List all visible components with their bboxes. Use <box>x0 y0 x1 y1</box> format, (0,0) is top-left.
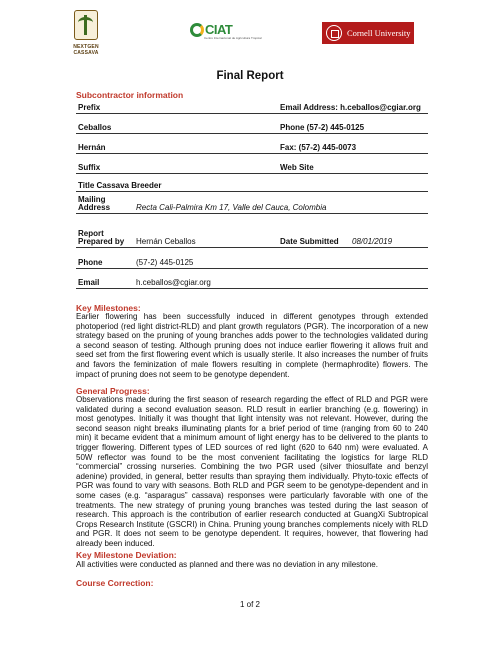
mailing-label-line1: Mailing <box>78 195 106 204</box>
last-name-field: Ceballos <box>78 123 112 132</box>
row-mailing-address <box>76 194 428 214</box>
row-lastname-phone <box>76 118 428 134</box>
phone-label: Phone <box>78 258 103 267</box>
cornell-logo-text: Cornell University <box>347 28 411 38</box>
prepared-by-value: Hernán Ceballos <box>136 237 196 246</box>
page-title: Final Report <box>216 70 284 82</box>
milestone-deviation-text: All activities were conducted as planned and there was no deviation in any milestone. <box>76 560 378 569</box>
ciat-logo-text: CIAT <box>205 22 233 37</box>
cornell-seal-icon <box>326 25 342 41</box>
subcontractor-heading: Subcontractor information <box>76 90 184 100</box>
ciat-swirl-icon <box>190 23 204 37</box>
course-correction-heading: Course Correction: <box>76 578 154 588</box>
row-firstname-fax <box>76 138 428 154</box>
title-field: Title Cassava Breeder <box>78 181 162 190</box>
page-number: 1 of 2 <box>239 600 260 609</box>
row-prefix-email <box>76 98 428 114</box>
nextgen-cassava-logo <box>68 10 104 62</box>
report-label-line2: Prepared by <box>78 237 125 246</box>
email-value: h.ceballos@cgiar.org <box>136 278 211 287</box>
general-progress-text: Observations made during the first season of research regarding the effect of RLD and PGR were validated during a second evaluation season. RLD result in earlier branching (e.g. flowering) in most genotypes. Initially it was thought that light intensity was not relevant. However, during the second season night breaks illuminating plants for a brief period of time (ranging from 60 to 240 min) it became evident that a minimum amount of light energy has to be delivered to the plants to trigger flowering. Different types of LED sources of red light (620 to 640 nm) were evaluated. A 50W reflector was found to be the most convenient facilitating the logistics for large RLD “commercial” crossing nurseries. Combining the two PGR used (silver thiosulfate and benzyl adenine) provided, in general, better results than spraying them individually. Phyto-toxic effects of PGR was found to vary with seasons. Both RLD and PGR seem to be genotype-dependent and in some cases (e.g. “asparagus” cassava) responses were particularly favorable with one of the treatments. The new strategy of pruning young branches was tested during the last season of research. This approach is the contribution of earlier research conducted at GuangXi Subtropical Crops Research Institute (GSCRI) in China. Pruning young branches complements nicely with RLD and PGR. It does not seem to be genotype dependent. It requires, however, that flowering had already been induced. <box>76 395 428 548</box>
ciat-logo-subtext: Centro Internacional de Agricultura Tropical <box>204 36 262 40</box>
email-address-field: Email Address: h.ceballos@cgiar.org <box>280 103 421 112</box>
cassava-plant-icon <box>74 10 98 40</box>
row-title <box>76 176 428 192</box>
key-milestones-heading: Key Milestones: <box>76 303 141 313</box>
phone-field: Phone (57-2) 445-0125 <box>280 123 365 132</box>
row-phone <box>76 253 428 269</box>
key-milestones-text: Earlier flowering has been successfully induced in different genotypes through extended photoperiod (red light district-RLD) and plant growth regulators (PGR). The incorporation of a new strategy based on the pruning of young branches adds power to the technologies validated during a second season of testing. Although pruning does not induce earlier flowering it allows fruit and seed set from the first flowering event which is usually sterile. It also increases the number of fruits and favors the feminization of male flowers resulting in complete (hermaphrodite) flowers. The impact of pruning does not seem to be genotype dependent. <box>76 312 428 379</box>
date-submitted-value: 08/01/2019 <box>352 237 393 246</box>
row-suffix-website <box>76 158 428 174</box>
suffix-label: Suffix <box>78 163 101 172</box>
nextgen-logo-text: NEXTGEN <box>73 44 99 50</box>
row-email <box>76 273 428 289</box>
ciat-logo <box>190 22 262 42</box>
cornell-logo <box>322 22 414 44</box>
cassava-logo-text: CASSAVA <box>73 50 99 56</box>
mailing-label-line2: Address <box>78 203 111 212</box>
first-name-field: Hernán <box>78 143 106 152</box>
date-submitted-label: Date Submitted <box>280 237 339 246</box>
general-progress-heading: General Progress: <box>76 386 150 396</box>
row-report-prepared <box>76 228 428 248</box>
email-label: Email <box>78 278 100 287</box>
phone-value: (57-2) 445-0125 <box>136 258 194 267</box>
web-site-label: Web Site <box>280 163 314 172</box>
milestone-deviation-heading: Key Milestone Deviation: <box>76 550 177 560</box>
report-label-line1: Report <box>78 229 104 238</box>
mailing-address-value: Recta Cali-Palmira Km 17, Valle del Cauca, Colombia <box>136 203 327 212</box>
fax-field: Fax: (57-2) 445-0073 <box>280 143 357 152</box>
prefix-label: Prefix <box>78 103 101 112</box>
